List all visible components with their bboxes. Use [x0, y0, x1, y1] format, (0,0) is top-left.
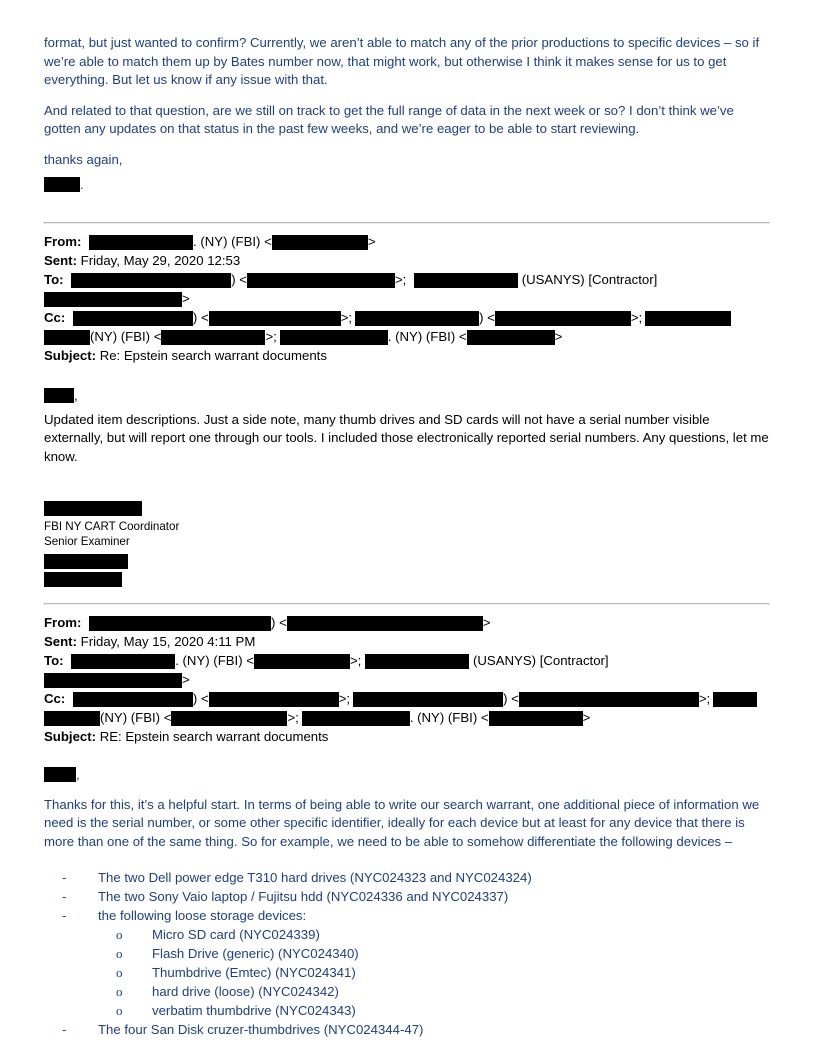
list-item	[44, 1001, 770, 1020]
sent-label: Sent:	[44, 633, 77, 649]
redaction-bar	[44, 388, 74, 403]
cc-part4: >;	[630, 309, 643, 325]
cc-part3: ) <	[503, 690, 519, 706]
signature-contact-redaction-1	[44, 554, 770, 570]
list-item	[44, 868, 770, 887]
body-2-greeting	[44, 766, 770, 784]
list-item-label: Thumbdrive (Emtec) (NYC024341)	[152, 964, 356, 980]
list-marker: o	[116, 945, 123, 961]
sent-value: Friday, May 29, 2020 12:53	[80, 252, 241, 268]
list-item-label: the following loose storage devices:	[98, 907, 307, 923]
subject-label: Subject:	[44, 728, 97, 744]
cc-part8: >	[582, 709, 591, 725]
redaction-bar	[44, 711, 100, 726]
spacer	[44, 139, 770, 151]
to-label: To:	[44, 271, 64, 287]
from-label: From:	[44, 614, 82, 630]
list-marker: o	[116, 1002, 123, 1018]
redaction-bar	[209, 311, 341, 326]
to-part2: >;	[394, 271, 407, 287]
redaction-bar	[71, 654, 175, 669]
to-part3: (USANYS) [Contractor]	[521, 271, 658, 287]
redaction-bar	[44, 292, 182, 307]
cc-part5: (NY) (FBI) <	[90, 328, 162, 344]
cc-part3: ) <	[479, 309, 495, 325]
redaction-bar	[44, 673, 182, 688]
cc-part7: . (NY) (FBI) <	[409, 709, 489, 725]
list-item	[44, 982, 770, 1001]
redaction-bar	[44, 330, 90, 345]
sent-label: Sent:	[44, 252, 77, 268]
redaction-bar	[209, 692, 339, 707]
to-part4: >	[182, 290, 190, 306]
redaction-bar	[713, 692, 757, 707]
list-item	[44, 925, 770, 944]
cc-row-cont	[44, 708, 770, 727]
cc-part4: >;	[698, 690, 711, 706]
from-part2: >	[482, 614, 491, 630]
body-2-paragraph: Thanks for this, it’s a helpful start. In terms of being able to write our search warrant, one additional piece of information we need is the serial number, or some other specific identifier, ideally for each device but at least for any device that there is more than one of the same thing. So for example, we need to be able to somehow differentiate the following devices –	[44, 796, 760, 850]
redaction-bar	[254, 654, 350, 669]
greeting-comma: ,	[76, 766, 80, 782]
redaction-bar	[355, 311, 479, 326]
list-item-label: The two Sony Vaio laptop / Fujitsu hdd (NYC024336 and NYC024337)	[98, 888, 509, 904]
list-item	[44, 944, 770, 963]
cc-part7: . (NY) (FBI) <	[387, 328, 467, 344]
cc-part6: >;	[265, 328, 277, 344]
subject-label: Subject:	[44, 347, 97, 363]
cc-row	[44, 308, 770, 327]
paragraph-status-question: And related to that question, are we still on track to get the full range of data in the next week or so? I don’t think we’ve gotten any updates on that status in the past few weeks, and we’re eager to be able to start reviewing.	[44, 102, 734, 137]
redaction-bar	[495, 311, 631, 326]
redaction-signature-top	[44, 176, 770, 194]
redaction-bar	[519, 692, 699, 707]
list-item	[44, 887, 770, 906]
redaction-bar	[171, 711, 287, 726]
redaction-bar	[467, 330, 555, 345]
from-row	[44, 613, 770, 632]
to-row	[44, 270, 770, 289]
sent-value: Friday, May 15, 2020 4:11 PM	[80, 633, 256, 649]
signature-block	[44, 500, 770, 587]
cc-part2: >;	[338, 690, 351, 706]
to-row-cont	[44, 670, 770, 689]
to-part1: . (NY) (FBI) <	[175, 652, 254, 668]
redaction-bar	[645, 311, 731, 326]
greeting-comma: ,	[74, 387, 78, 403]
list-item-label: The four San Disk cruzer-thumbdrives (NYC024344-47)	[98, 1021, 424, 1037]
cc-label: Cc:	[44, 309, 66, 325]
list-marker: o	[116, 926, 123, 942]
redaction-bar	[365, 654, 469, 669]
cc-part1: ) <	[192, 690, 209, 706]
redaction-bar	[89, 235, 193, 250]
subject-value: RE: Epstein search warrant documents	[99, 728, 329, 744]
cc-row	[44, 689, 770, 708]
to-part3: (USANYS) [Contractor]	[473, 652, 609, 668]
body-1-greeting	[44, 387, 770, 405]
cc-part5: (NY) (FBI) <	[100, 709, 172, 725]
paragraph-closing: thanks again,	[44, 151, 123, 167]
device-list	[44, 868, 770, 1039]
to-part2: >;	[349, 652, 362, 668]
list-item-label: verbatim thumbdrive (NYC024343)	[152, 1002, 356, 1018]
list-item-label: hard drive (loose) (NYC024342)	[152, 983, 339, 999]
redaction-bar	[73, 692, 193, 707]
cc-part2: >;	[340, 309, 353, 325]
cc-label: Cc:	[44, 690, 66, 706]
redaction-bar	[44, 501, 142, 516]
cc-part6: >;	[287, 709, 299, 725]
from-label: From:	[44, 233, 82, 249]
signature-title-1: FBI NY CART Coordinator	[44, 519, 180, 533]
sent-row	[44, 251, 770, 270]
cc-row-cont	[44, 327, 770, 346]
signature-name-redaction	[44, 500, 770, 516]
from-suffix: . (NY) (FBI) <	[193, 233, 272, 249]
redaction-bar	[71, 273, 231, 288]
from-end: >	[367, 233, 376, 249]
list-item-label: Micro SD card (NYC024339)	[152, 926, 320, 942]
redaction-bar	[302, 711, 410, 726]
to-part4: >	[182, 671, 190, 687]
subject-row	[44, 727, 770, 746]
list-marker: o	[116, 964, 123, 980]
list-marker: o	[116, 983, 123, 999]
sent-row	[44, 632, 770, 651]
cc-part1: ) <	[192, 309, 209, 325]
redaction-bar	[89, 616, 271, 631]
period-text: .	[80, 176, 84, 192]
redaction-bar	[280, 330, 388, 345]
to-row-cont	[44, 289, 770, 308]
redaction-bar	[272, 235, 368, 250]
subject-value: Re: Epstein search warrant documents	[99, 347, 327, 363]
signature-title-2: Senior Examiner	[44, 535, 130, 549]
cc-part8: >	[554, 328, 563, 344]
email-header-1	[44, 232, 770, 365]
redaction-bar	[287, 616, 483, 631]
redaction-bar	[489, 711, 583, 726]
redaction-bar	[44, 554, 128, 569]
list-item	[44, 963, 770, 982]
list-item-label: The two Dell power edge T310 hard drives (NYC024323 and NYC024324)	[98, 869, 532, 885]
list-marker: -	[62, 869, 67, 885]
list-marker: -	[62, 888, 67, 904]
redaction-bar	[353, 692, 503, 707]
redaction-bar	[414, 273, 518, 288]
signature-contact-redaction-2	[44, 571, 770, 587]
from-row	[44, 232, 770, 251]
email-header-2	[44, 613, 770, 746]
spacer	[44, 90, 770, 102]
to-part1: ) <	[231, 271, 247, 287]
list-item-label: Flash Drive (generic) (NYC024340)	[152, 945, 359, 961]
redaction-bar	[73, 311, 193, 326]
redaction-bar	[161, 330, 265, 345]
list-item	[44, 1020, 770, 1039]
list-marker: -	[62, 907, 67, 923]
list-marker: -	[62, 1021, 67, 1037]
to-row	[44, 651, 770, 670]
redaction-bar	[247, 273, 395, 288]
body-1-paragraph: Updated item descriptions. Just a side note, many thumb drives and SD cards will not have a serial number visible externally, but will report one through our tools. I included those electronically reported serial numbers. Any questions, let me know.	[44, 411, 769, 464]
to-label: To:	[44, 652, 64, 668]
redaction-bar	[44, 177, 80, 192]
list-item	[44, 906, 770, 925]
from-part1: ) <	[271, 614, 287, 630]
subject-row	[44, 346, 770, 365]
redaction-bar	[44, 767, 76, 782]
paragraph-continuation: format, but just wanted to confirm? Currently, we aren’t able to match any of the prior productions to specific devices – so if we’re able to match them up by Bates number now, that might work, but otherwise I think it makes sense for us to get everything. But let us know if any issue with that.	[44, 35, 760, 88]
redaction-bar	[44, 572, 122, 587]
